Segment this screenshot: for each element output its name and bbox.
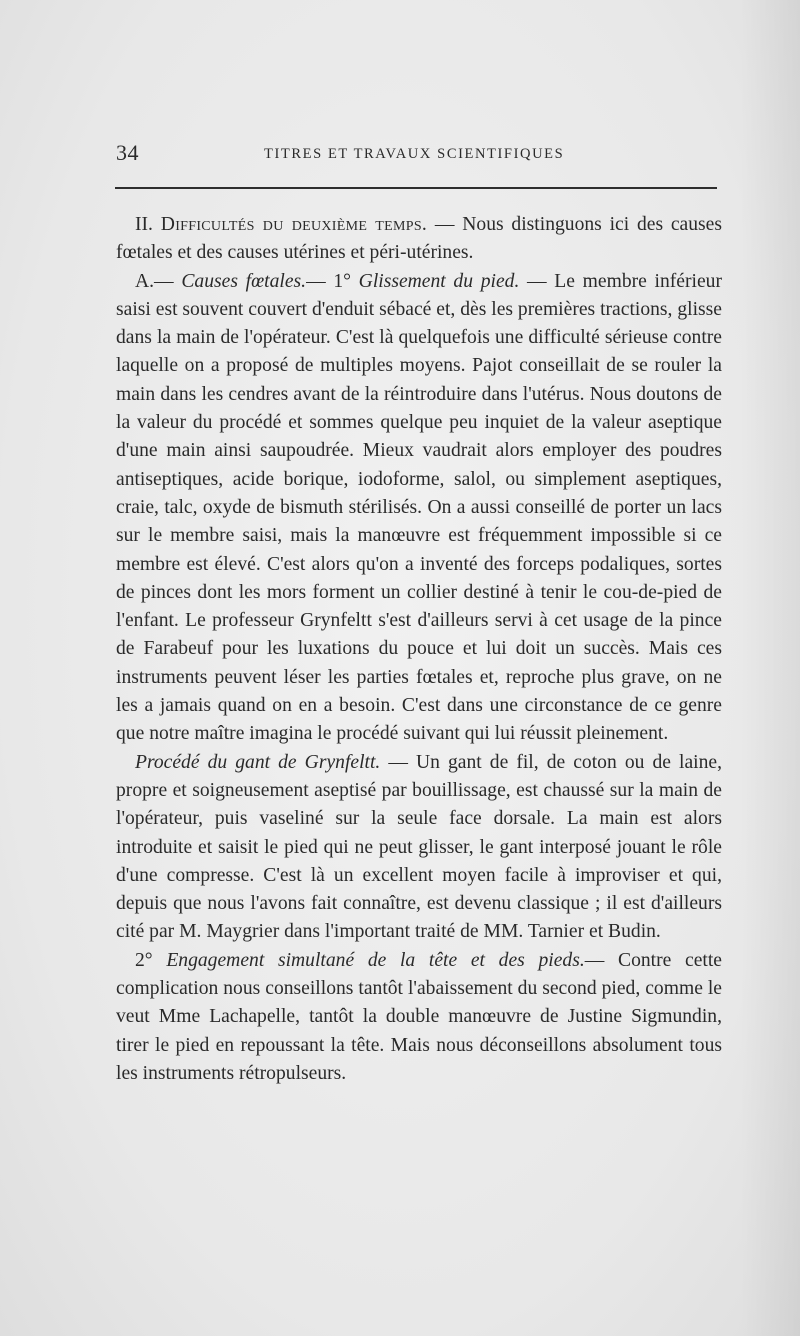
page-edge-shadow <box>740 0 800 1336</box>
running-title: TITRES ET TRAVAUX SCIENTIFIQUES <box>264 146 565 162</box>
subsection-number: 2° <box>135 949 153 971</box>
subsection-dash: — 1° <box>306 270 351 292</box>
paragraph-difficultes <box>116 211 722 268</box>
paragraph-text: — Un gant de fil, de coton ou de laine, propre et soigneusement aseptisé par bouillissage, est chaussé sur la main de l'opérateur, puis vaseliné sur la seule face dorsale. La main est alors introduite et saisit le pied qui ne peut glisser, le gant interposé jouant le rôle d'une compresse. C'est là un excellent moyen facile à improviser et qui, depuis que nous l'avons fait connaître, est devenu classique ; il est d'ailleurs cité par M. Maygrier dans l'important traité de MM. Tarnier et Budin. <box>116 751 722 943</box>
paragraph-engagement <box>116 947 722 1088</box>
header-rule <box>115 187 717 189</box>
page-number: 34 <box>116 140 139 165</box>
section-number: II. <box>135 214 153 235</box>
paragraph-text: — Contre cette complication nous conseillons tantôt l'abaissement du second pied, comme le veut Mme Lachapelle, tantôt la double manœuvre de Justine Sigmundin, tirer le pied en repoussant la tête. Mais nous déconseillons absolument tous les instruments rétropulseurs. <box>116 949 722 1084</box>
subsection-label: A.— <box>135 270 174 292</box>
subsection-title: Causes fœtales. <box>181 270 307 292</box>
paragraph-procede <box>116 749 722 947</box>
page-header <box>116 140 716 174</box>
subsection-title: Engagement simultané de la tête et des pieds. <box>166 949 585 971</box>
body-text <box>116 211 722 1088</box>
section-heading: Difficultés du deuxième temps. <box>160 214 428 235</box>
paragraph-causes-foetales <box>116 268 722 749</box>
subsection-subtitle: Glissement du pied. <box>358 270 520 292</box>
paragraph-text: — Le membre inférieur saisi est souvent couvert d'enduit sébacé et, dès les premières tractions, glisse dans la main de l'opérateur. C'est là quelquefois une difficulté sérieuse contre laquelle on a proposé de multiples moyens. Pajot conseillait de se rouler la main dans les cendres avant de la réintroduire dans l'utérus. Nous doutons de la valeur du procédé et sommes quelque peu inquiet de la valeur aseptique d'une main ainsi saupoudrée. Mieux vaudrait alors employer des poudres antiseptiques, acide borique, iodoforme, salol, ou simplement aseptiques, craie, talc, oxyde de bismuth stérilisés. On a aussi conseillé de porter un lacs sur le membre saisi, mais la manœuvre est fréquemment impossible si ce membre est élevé. C'est alors qu'on a inventé des forceps podaliques, sortes de pinces dont les mors forment un collier destiné à tenir le cou-de-pied de l'enfant. Le professeur Grynfeltt s'est d'ailleurs servi à cet usage de la pince de Farabeuf pour les luxations du pouce et lui doit un succès. Mais ces instruments peuvent léser les parties fœtales et, reproche plus grave, on ne les a jamais quand on en a besoin. C'est dans une circonstance de ce genre que notre maître imagina le procédé suivant qui lui réussit pleinement. <box>116 270 722 745</box>
procede-title: Procédé du gant de Grynfeltt. <box>135 751 381 773</box>
paragraph-text: — Nous distinguons ici des causes fœtales et des causes utérines et péri-utérines. <box>116 214 722 264</box>
